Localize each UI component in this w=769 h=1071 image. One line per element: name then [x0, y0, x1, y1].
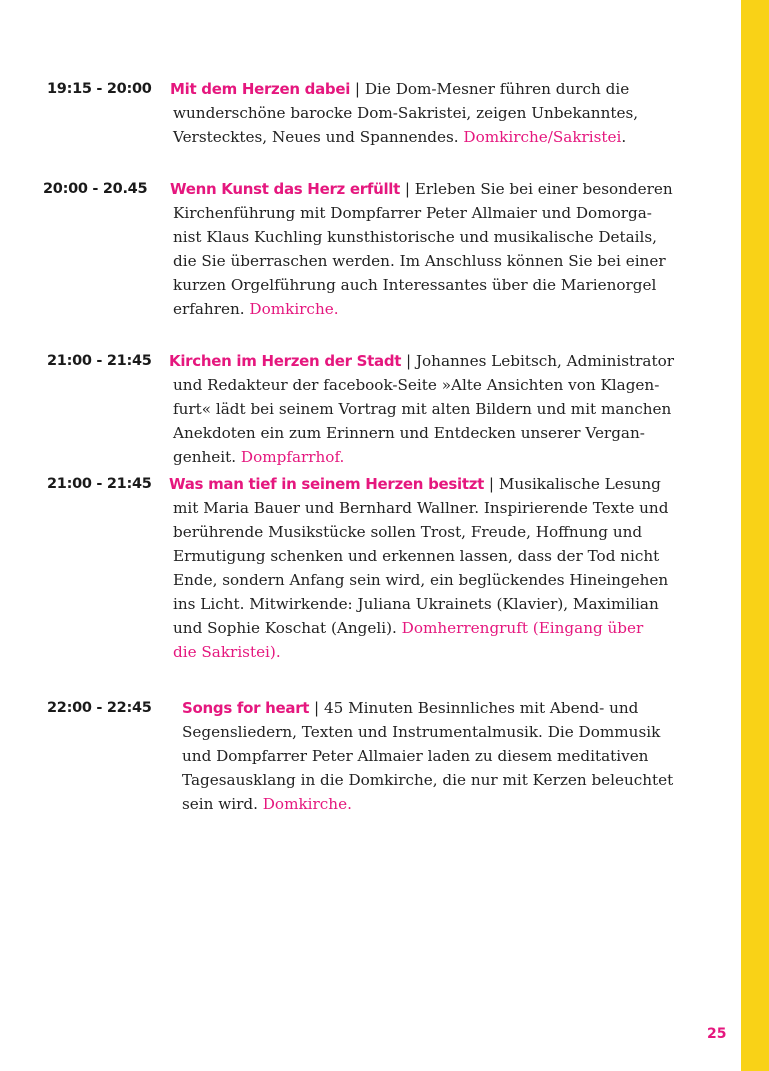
event-location: Domkirche.: [262, 795, 352, 813]
event-description: Mit dem Herzen dabei | Die Dom-Mesner führen durch die wunderschöne barocke Dom-Sakristei, zeigen Unbekanntes, Verstecktes, Neues und Spannendes. Domkirche/Sakristei.: [170, 80, 639, 146]
event-location: Domkirche.: [249, 300, 339, 318]
event-title: Was man tief in seinem Herzen besitzt: [169, 475, 485, 493]
event-time: 21:00 - 21:45: [47, 353, 152, 369]
event-description: Was man tief in seinem Herzen besitzt | Musikalische Lesung mit Maria Bauer und Bernhard Wallner. Inspirierende Texte und berührende Musikstücke sollen Trost, Freude, Hoffnung und Ermutigung schenken und erkennen lassen, dass der Tod nicht Ende, sondern Anfang sein wird, ein beglückendes Hineingehen ins Licht. Mitwirkende: Juliana Ukrainets (Klavier), Maximilian und Sophie Koschat (Angeli). Domherrengruft (Eingang über die Sakristei).: [169, 475, 669, 661]
event-title: Kirchen im Herzen der Stadt: [169, 352, 402, 370]
event-description: Wenn Kunst das Herz erfüllt | Erleben Sie bei einer besonderen Kirchenführung mit Dompfarrer Peter Allmaier und Domorga- nist Klaus Kuchling kunsthistorische und musikalische Details, die Sie überraschen werden. Im Anschluss können Sie bei einer kurzen Orgelführung auch Interessantes über die Marienorgel erfahren. Domkirche.: [170, 180, 673, 318]
event-description: Kirchen im Herzen der Stadt | Johannes Lebitsch, Administrator und Redakteur der facebook-Seite »Alte Ansichten von Klagen- furt« lädt bei seinem Vortrag mit alten Bildern und mit manchen Anekdoten ein zum Erinnern und Entdecken unserer Vergan- genheit. Dompfarrhof.: [169, 352, 674, 466]
event-location: Dompfarrhof.: [240, 448, 345, 466]
event-title: Wenn Kunst das Herz erfüllt: [170, 180, 401, 198]
event-location-continued: die Sakristei).: [173, 643, 281, 661]
event-description: Songs for heart | 45 Minuten Besinnliches mit Abend- und Segensliedern, Texten und Instrumentalmusik. Die Dommusik und Dompfarrer Peter Allmaier laden zu diesem meditativen Tagesausklang in die Domkirche, die nur mit Kerzen beleuchtet sein wird. Domkirche.: [182, 699, 674, 813]
event-time: 21:00 - 21:45: [47, 476, 152, 492]
event-time: 20:00 - 20.45: [43, 181, 148, 197]
event-location: Domkirche/Sakristei: [463, 128, 622, 146]
yellow-side-bar: [741, 0, 769, 1071]
event-location: Domherrengruft (Eingang über: [401, 619, 644, 637]
page-number: 25: [707, 1026, 727, 1042]
event-title: Songs for heart: [182, 699, 310, 717]
event-title: Mit dem Herzen dabei: [170, 80, 351, 98]
event-time: 22:00 - 22:45: [47, 700, 152, 716]
event-time: 19:15 - 20:00: [47, 81, 152, 97]
